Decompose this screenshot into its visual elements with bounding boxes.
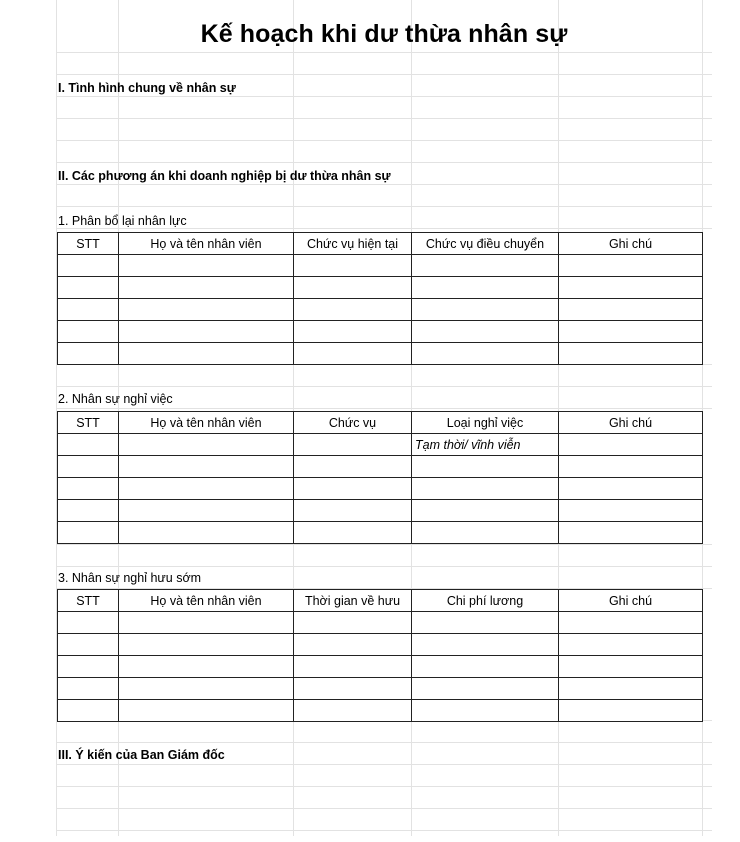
cell[interactable] [294, 500, 412, 522]
table-row [58, 478, 703, 500]
header-cell: Loại nghỉ việc [412, 412, 559, 434]
cell[interactable] [294, 277, 412, 299]
cell[interactable] [294, 634, 412, 656]
header-cell: STT [58, 233, 119, 255]
early-retirement-table [57, 589, 703, 722]
header-cell: Ghi chú [559, 590, 703, 612]
cell[interactable] [412, 343, 559, 365]
cell[interactable] [294, 656, 412, 678]
cell[interactable] [294, 343, 412, 365]
cell[interactable] [119, 634, 294, 656]
cell[interactable] [412, 612, 559, 634]
cell[interactable] [119, 478, 294, 500]
table2-caption: 2. Nhân sự nghỉ việc [58, 392, 173, 406]
table-row [58, 434, 703, 456]
table3-caption: 3. Nhân sự nghỉ hưu sớm [58, 571, 202, 585]
cell[interactable] [294, 678, 412, 700]
cell[interactable] [119, 255, 294, 277]
cell[interactable] [119, 656, 294, 678]
cell[interactable] [412, 678, 559, 700]
table-header-row [58, 412, 703, 434]
cell[interactable] [294, 255, 412, 277]
cell[interactable] [559, 434, 703, 456]
cell[interactable] [559, 634, 703, 656]
cell[interactable] [119, 343, 294, 365]
cell[interactable] [412, 456, 559, 478]
cell[interactable] [412, 255, 559, 277]
cell[interactable] [559, 255, 703, 277]
cell[interactable] [119, 277, 294, 299]
cell[interactable] [559, 700, 703, 722]
header-cell: Ghi chú [559, 233, 703, 255]
cell[interactable] [58, 321, 119, 343]
cell[interactable] [119, 434, 294, 456]
header-cell: STT [58, 412, 119, 434]
cell[interactable] [58, 478, 119, 500]
cell[interactable] [559, 656, 703, 678]
header-cell: Họ và tên nhân viên [119, 233, 294, 255]
cell[interactable] [58, 700, 119, 722]
cell[interactable] [412, 478, 559, 500]
section-general-situation: I. Tình hình chung về nhân sự [58, 81, 236, 95]
cell[interactable] [559, 478, 703, 500]
cell[interactable] [559, 321, 703, 343]
cell[interactable] [119, 678, 294, 700]
cell[interactable] [58, 612, 119, 634]
table-header-row [58, 590, 703, 612]
cell[interactable] [119, 500, 294, 522]
cell[interactable] [294, 456, 412, 478]
header-cell: STT [58, 590, 119, 612]
header-cell: Chi phí lương [412, 590, 559, 612]
cell[interactable] [58, 343, 119, 365]
cell[interactable] [412, 321, 559, 343]
cell[interactable] [294, 522, 412, 544]
cell[interactable] [58, 277, 119, 299]
table-header-row [58, 233, 703, 255]
cell[interactable] [294, 434, 412, 456]
cell[interactable] [58, 634, 119, 656]
cell[interactable] [412, 522, 559, 544]
reallocation-table [57, 232, 703, 365]
table-row [58, 522, 703, 544]
leave-type-note[interactable]: Tạm thời/ vĩnh viễn [412, 434, 559, 456]
cell[interactable] [58, 500, 119, 522]
section-options: II. Các phương án khi doanh nghiệp bị dư thừa nhân sự [58, 169, 391, 183]
table-row [58, 255, 703, 277]
section-board-opinion: III. Ý kiến của Ban Giám đốc [58, 748, 225, 762]
cell[interactable] [58, 456, 119, 478]
cell[interactable] [559, 456, 703, 478]
header-cell: Chức vụ điều chuyển [412, 233, 559, 255]
cell[interactable] [294, 700, 412, 722]
table1-caption: 1. Phân bổ lại nhân lực [58, 214, 187, 228]
cell[interactable] [58, 678, 119, 700]
cell[interactable] [58, 522, 119, 544]
cell[interactable] [294, 321, 412, 343]
cell[interactable] [412, 634, 559, 656]
cell[interactable] [58, 434, 119, 456]
cell[interactable] [119, 522, 294, 544]
table-row [58, 321, 703, 343]
table-row [58, 500, 703, 522]
table-row [58, 700, 703, 722]
cell[interactable] [58, 656, 119, 678]
cell[interactable] [119, 456, 294, 478]
cell[interactable] [412, 656, 559, 678]
cell[interactable] [559, 522, 703, 544]
cell[interactable] [119, 299, 294, 321]
page-title: Kế hoạch khi dư thừa nhân sự [200, 20, 568, 48]
cell[interactable] [559, 612, 703, 634]
cell[interactable] [119, 321, 294, 343]
cell[interactable] [412, 299, 559, 321]
header-cell: Họ và tên nhân viên [119, 590, 294, 612]
cell[interactable] [294, 299, 412, 321]
cell[interactable] [119, 700, 294, 722]
table-row [58, 277, 703, 299]
header-cell: Họ và tên nhân viên [119, 412, 294, 434]
cell[interactable] [294, 478, 412, 500]
cell[interactable] [294, 612, 412, 634]
table-row [58, 612, 703, 634]
cell[interactable] [559, 678, 703, 700]
table-row [58, 299, 703, 321]
table-row [58, 456, 703, 478]
cell[interactable] [559, 299, 703, 321]
table-row [58, 343, 703, 365]
table-row [58, 634, 703, 656]
cell[interactable] [559, 277, 703, 299]
cell[interactable] [559, 343, 703, 365]
table-row [58, 678, 703, 700]
cell[interactable] [559, 500, 703, 522]
header-cell: Chức vụ [294, 412, 412, 434]
cell[interactable] [58, 255, 119, 277]
table-row [58, 656, 703, 678]
header-cell: Ghi chú [559, 412, 703, 434]
cell[interactable] [412, 277, 559, 299]
header-cell: Thời gian về hưu [294, 590, 412, 612]
resignation-table [57, 411, 703, 544]
cell[interactable] [412, 500, 559, 522]
cell[interactable] [412, 700, 559, 722]
header-cell: Chức vụ hiện tại [294, 233, 412, 255]
cell[interactable] [119, 612, 294, 634]
cell[interactable] [58, 299, 119, 321]
